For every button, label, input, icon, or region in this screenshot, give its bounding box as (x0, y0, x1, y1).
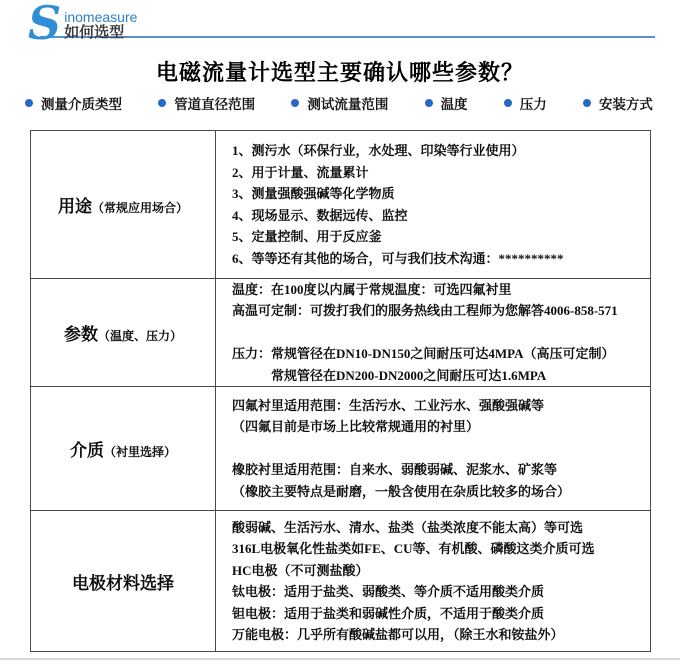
row-content-medium (216, 387, 650, 510)
logo-tagline: 如何选型 (64, 25, 125, 41)
usage-line: 1、测污水（环保行业，水处理、印染等行业使用） (232, 143, 525, 158)
usage-line: 3、测量强酸强碱等化学物质 (232, 186, 395, 201)
row-header-title: 参数 (63, 325, 98, 344)
row-header-note: （常规应用场合） (91, 201, 188, 215)
medium-line (232, 438, 642, 460)
logo-s-icon: S (28, 0, 62, 50)
parameter-line: 压力：常规管径在DN10-DN150之间耐压可达4MPA（高压可定制） (232, 346, 615, 362)
table-row-medium (31, 387, 650, 511)
bullet-icon (583, 99, 591, 107)
row-header-note: （衬里选择） (103, 445, 176, 459)
electrode-line: 316L电极氧化性盐类如FE、CU等、有机酸、磷酸这类介质可选 (232, 541, 595, 556)
row-header-title: 用途 (57, 197, 92, 216)
criterion-flow-range (291, 93, 388, 113)
criterion-medium-type (25, 93, 122, 113)
row-content-parameters (216, 279, 650, 386)
criterion-label: 温度 (440, 97, 468, 112)
table-row-parameters (31, 279, 650, 387)
criterion-label: 测量介质类型 (41, 97, 122, 112)
criterion-pressure (504, 93, 547, 113)
electrode-line: 酸弱碱、生活污水、清水、盐类（盐类浓度不能太高）等可选 (232, 519, 584, 535)
criterion-label: 管道直径范围 (174, 97, 256, 112)
medium-line: （四氟目前是市场上比较常规通用的衬里） (232, 419, 480, 435)
bullet-icon (25, 99, 33, 107)
parameter-line: 高温可定制：可拨打我们的服务热线由工程师为您解答4006-858-571 (232, 303, 618, 319)
bullet-icon (425, 99, 433, 107)
usage-line: 5、定量控制、用于反应釜 (232, 229, 382, 244)
medium-line: 橡胶衬里适用范围：自来水、弱酸弱碱、泥浆水、矿浆等 (232, 462, 558, 478)
row-header-note: （温度、压力） (97, 329, 182, 343)
electrode-line: 钽电极：适用于盐类和弱碱性介质，不适用于酸类介质 (232, 605, 545, 621)
row-content-electrode (216, 511, 650, 651)
row-header-medium (31, 387, 216, 510)
electrode-line: 万能电极：几乎所有酸碱盐都可以用，（除王水和铵盐外） (232, 627, 564, 642)
medium-line: 四氟衬里适用范围：生活污水、工业污水、强酸强碱等 (232, 397, 545, 413)
criterion-pipe-diameter (158, 93, 255, 113)
criterion-temperature (425, 93, 468, 113)
logo-brand: inomeasure (64, 9, 138, 25)
medium-line: （橡胶主要特点是耐磨，一般含使用在杂质比较多的场合） (232, 483, 571, 499)
criterion-label: 压力 (519, 97, 547, 112)
row-header-parameters (31, 279, 216, 386)
row-header-electrode (31, 511, 216, 651)
row-header-title: 电极材料选择 (72, 573, 174, 593)
selection-table (30, 130, 651, 652)
bottom-divider (0, 658, 680, 660)
criterion-label: 安装方式 (598, 97, 653, 112)
row-header-title: 介质 (69, 441, 104, 460)
row-content-usage (216, 131, 650, 278)
parameter-line (232, 322, 642, 344)
bullet-icon (291, 99, 299, 107)
logo-text (64, 10, 137, 43)
page-title: 电磁流量计选型主要确认哪些参数？ (155, 60, 524, 85)
usage-line: 4、现场显示、数据远传、监控 (232, 207, 408, 223)
electrode-line: HC电极（不可测盐酸） (232, 562, 369, 578)
sinomeasure-logo (28, 0, 138, 50)
usage-line: 6、等等还有其他的场合，可与我们技术沟通：********** (232, 250, 564, 266)
bullet-icon (504, 99, 512, 107)
parameter-line: 温度：在100度以内属于常规温度：可选四氟衬里 (232, 281, 512, 297)
bullet-icon (158, 99, 166, 107)
usage-line: 2、用于计量、流量累计 (232, 164, 369, 180)
parameter-line: 常规管径在DN200-DN2000之间耐压可达1.6MPA (232, 367, 547, 383)
electrode-line: 钛电极：适用于盐类、弱酸类、等介质不适用酸类介质 (232, 584, 545, 599)
table-row-electrode (31, 511, 650, 651)
table-row-usage (31, 131, 650, 279)
criterion-installation (583, 93, 653, 113)
criteria-row (25, 93, 653, 113)
criterion-label: 测试流量范围 (307, 97, 389, 112)
row-header-usage (31, 131, 216, 278)
